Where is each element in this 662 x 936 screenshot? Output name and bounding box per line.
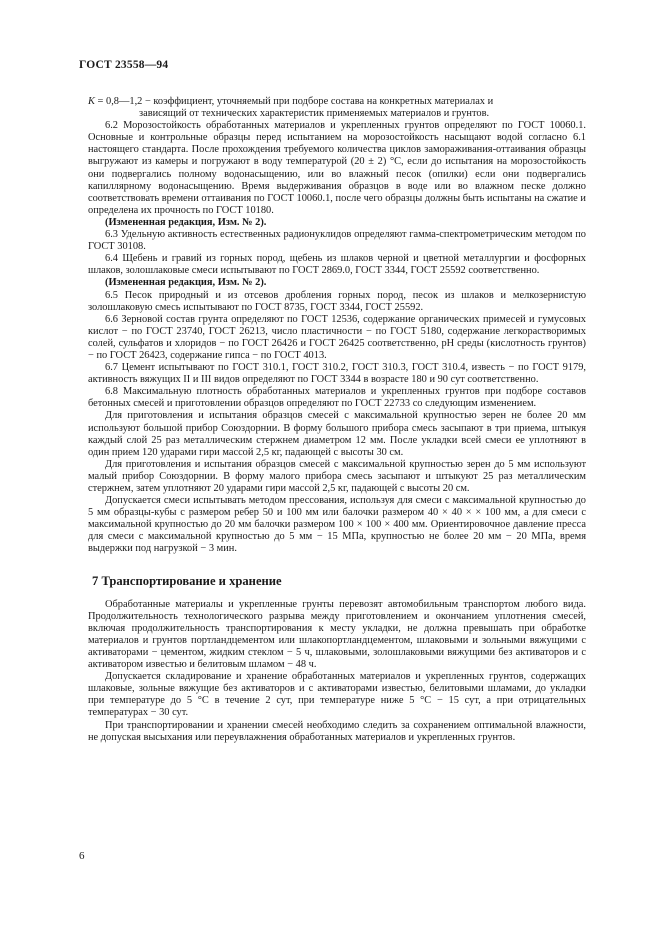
k-text: = 0,8—1,2 − коэффициент, уточняемый при подборе состава на конкретных материалах и <box>94 96 494 107</box>
paragraph-6-8: 6.8 Максимальную плотность обработанных материалов и укрепленных грунтов при подборе составов бетонных смесей и приготовлении образцов определяют по ГОСТ 22733 со следующим изменением. <box>88 386 586 410</box>
amendment-note: (Измененная редакция, Изм. № 2). <box>105 277 267 289</box>
paragraph-6-6: 6.6 Зерновой состав грунта определяют по ГОСТ 12536, содержание органических примесей и гумусовых кислот − по ГОСТ 23740, ГОСТ 26213, число пластичности − по ГОСТ 5180, содержание легкорастворимых солей, сульфатов и хлоридов − по ГОСТ 26426 и ГОСТ 26425 соответственно, рН среды (кислотность грунтов) − по ГОСТ 26423, содержание гипса − по ГОСТ 4013. <box>88 313 586 361</box>
amendment-note: (Измененная редакция, Изм. № 2). <box>105 216 267 228</box>
paragraph-7-transport: Обработанные материалы и укрепленные грунты перевозят автомобильным транспортом любого вида. Продолжительность технологического разрыва между приготовлением и окончанием уплотнения смесей, включая продолжительность транспортирования к месту укладки, не должна превышать при обработке материалов и грунтов портландцементом или шлакопортландцементом, шлаковыми и зольными вяжущими с активаторами − цементом, жидким стеклом − 5 ч, шлаковыми, золошлаковыми вяжущими без активаторов и с активатором известью и белитовым шламом − 48 ч. <box>88 598 586 671</box>
paragraph-6-3: 6.3 Удельную активность естественных радионуклидов определяют гамма-спектрометрическим методом по ГОСТ 30108. <box>88 229 586 253</box>
paragraph-7-storage: Допускается складирование и хранение обработанных материалов и укрепленных грунтов, содержащих шлаковые, зольные вяжущие без активаторов и с активаторами известью, белитовыми шламами, до укладки при температуре до 5 °С в течение 2 сут, при температуре ниже 5 °С − 15 сут, а при отрицательных температурах − 30 сут. <box>88 671 586 719</box>
paragraph-6-2: 6.2 Морозостойкость обработанных материалов и укрепленных грунтов определяют по ГОСТ 10060.1. Основные и контрольные образцы перед испытанием на морозостойкость насыщают водой согласно 6.1 настоящего стандарта. После прохождения требуемого количества циклов замораживания-оттаивания образцы выгружают из камеры и погружают в воду температурой (20 ± 2) °С, если до испытания на морозостойкость они подвергались полному водонасыщению, или во влажный песок (опилки) если они подвергались капиллярному водонасыщению. Время выдерживания образцов в воде или во влажном песке должно соответствовать времени оттаивания по ГОСТ 10060.1, после чего образцы должны быть испытаны на сжатие и определена их прочность по ГОСТ 10180. <box>88 120 586 216</box>
section-7-title: 7 Транспортирование и хранение <box>92 573 282 588</box>
standard-header: ГОСТ 23558—94 <box>79 59 169 71</box>
page-content <box>88 96 586 744</box>
paragraph-6-7: 6.7 Цемент испытывают по ГОСТ 310.1, ГОСТ 310.2, ГОСТ 310.3, ГОСТ 310.4, известь − по ГОСТ 9179, активность вяжущих II и III видов определяют по ГОСТ 3344 в возрасте 180 и 90 сут соответственно. <box>88 362 586 386</box>
paragraph-6-5: 6.5 Песок природный и из отсевов дробления горных пород, песок из шлаков и мелкозернистую золошлаковую смесь испытывают по ГОСТ 8735, ГОСТ 3344, ГОСТ 25592. <box>88 289 586 313</box>
page-number: 6 <box>79 850 85 862</box>
paragraph-7-moisture: При транспортировании и хранении смесей необходимо следить за сохранением оптимальной влажности, не допуская высыхания или переувлажнения обработанных материалов и укрепленных грунтов. <box>88 719 586 743</box>
paragraph-pressing: Допускается смеси испытывать методом прессования, используя для смеси с максимальной крупностью до 5 мм образцы-кубы с размером ребер 50 и 100 мм или балочки размером 40 × 40 × × 100 мм, а для смеси с максимальной крупностью до 20 мм балочки размером 100 × 100 × 400 мм. Ориентировочное давление пресса для смеси с максимальной крупностью до 5 мм − 15 МПа, крупностью не более 20 мм − 20 МПа, время выдержки под нагрузкой − 3 мин. <box>88 495 586 555</box>
paragraph-small-device: Для приготовления и испытания образцов смесей с максимальной крупностью зерен до 5 мм используют малый прибор Союздорнии. В форму малого прибора смесь засыпают и штыкуют 25 раз металлическим стержнем, затем уплотняют 20 ударами гири массой 2,5 кг, падающей с высоты 20 см. <box>88 458 586 494</box>
paragraph-6-4: 6.4 Щебень и гравий из горных пород, щебень из шлаков черной и цветной металлургии и фосфорных шлаков, золошлаковые смеси испытывают по ГОСТ 2869.0, ГОСТ 3344, ГОСТ 25592 соответственно. <box>88 253 586 277</box>
k-continuation: зависящий от технических характеристик применяемых материалов и грунтов. <box>139 108 490 120</box>
k-symbol: K <box>88 96 95 107</box>
k-coefficient-line <box>88 96 586 108</box>
paragraph-large-device: Для приготовления и испытания образцов смесей с максимальной крупностью зерен не более 20 мм используют большой прибор Союздорнии. В форму большого прибора смесь засыпают в три приема, штыкуя каждый слой 25 раз металлическим стержнем диаметром 12 мм. После укладки всей смеси ее уплотняют в один прием 120 ударами гири массой 2,5 кг, падающей с высоты 30 см. <box>88 410 586 458</box>
